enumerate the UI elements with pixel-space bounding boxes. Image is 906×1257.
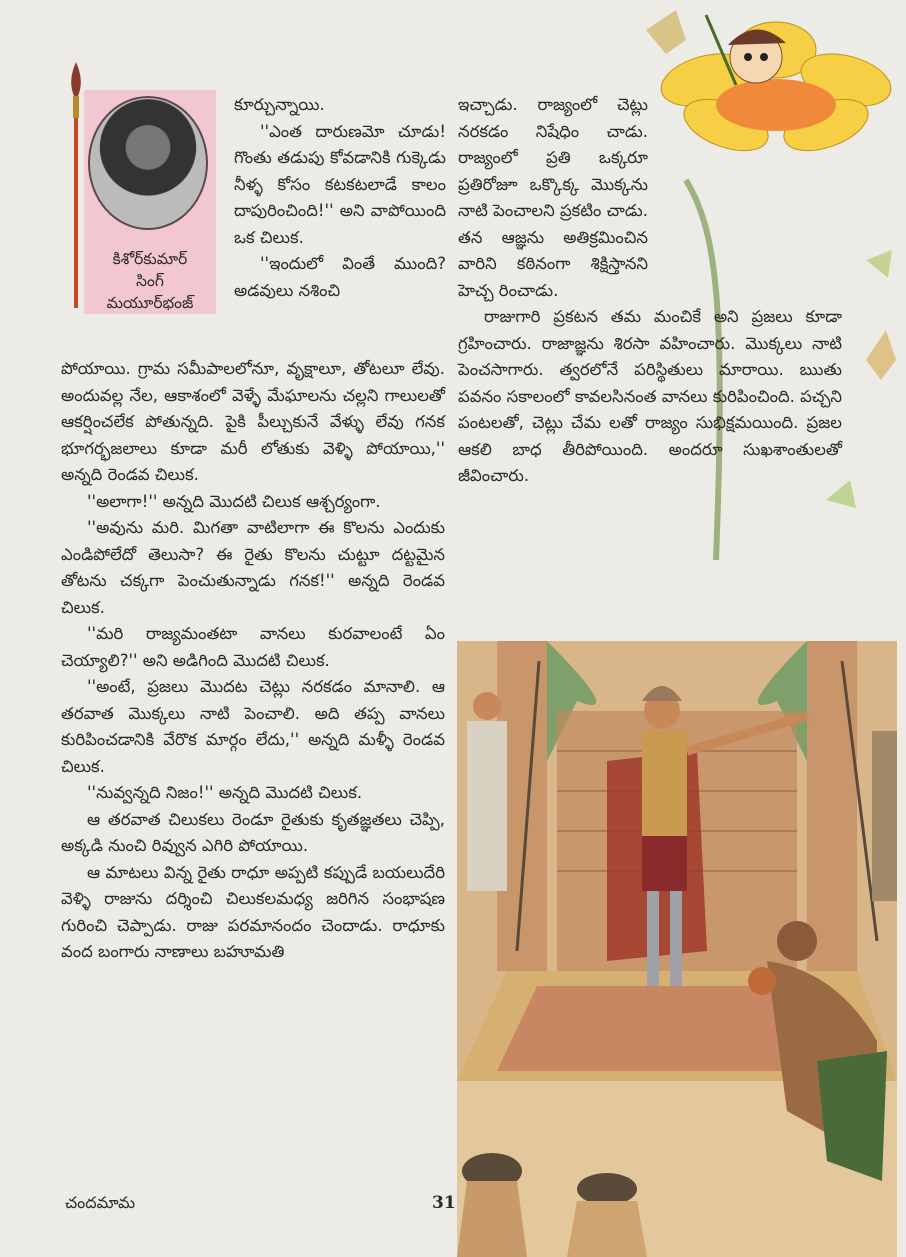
paragraph: ''అవును మరి. మిగతా వాటిలాగా ఈ కొలను ఎందుకు ఎండిపోలేదో తెలుసా? ఈ రైతు కొలను చుట్టూ దట్టమైన తోటను చక్కగా పెంచుతున్నాడు గనక!'' అన్నది రెండవ చిలుక. xyxy=(61,518,445,617)
paragraph: ''ఇందులో వింతే ముంది? అడవులు నశించి xyxy=(234,254,446,300)
paragraph: ఆ మాటలు విన్న రైతు రాధూ అప్పటి కప్పుడే బయలుదేరి వెళ్ళి రాజును దర్శించి చిలుకలమధ్య జరిగిన సంభాషణ గురించి చెప్పాడు. రాజు పరమానందం చెందాడు. రాధూకు వంద బంగారు నాణాలు బహూమతి xyxy=(61,862,445,961)
page-number: 31 xyxy=(432,1193,456,1213)
paragraph: ఆ తరవాత చిలుకలు రెండూ రైతుకు కృతజ్ఞతలు చెప్పి, అక్కడి నుంచి రివ్వున ఎగిరి పోయాయి. xyxy=(61,809,445,855)
paragraph: ''మరి రాజ్యమంతటా వానలు కురవాలంటే ఏం చెయ్యాలి?'' అని అడిగింది మొదటి చిలుక. xyxy=(61,624,445,670)
paragraph: ''ఎంత దారుణమో చూడు! గొంతు తడుపు కోవడానికి గుక్కెడు నీళ్ళ కోసం కటకటలాడే కాలం దాపురించింది!'' అని వాపోయింది ఒక చిలుక. xyxy=(234,121,446,247)
column-left xyxy=(61,356,445,966)
paragraph: కూర్చున్నాయి. xyxy=(234,95,325,114)
author-photo xyxy=(88,96,208,230)
paintbrush-icon xyxy=(66,62,86,312)
author-caption xyxy=(84,248,216,314)
paragraph: పోయాయి. గ్రామ సమీపాలలోనూ, వృక్షాలూ, తోటలూ లేవు. అందువల్ల నేల, ఆకాశంలో వెళ్ళే మేఘాలను చల్లని గాలులతో ఆకర్షించలేక పోతున్నది. పైకి పీల్చుకునే వేళ్ళు లేవు గనక భూగర్భజలాలు కూడా మరీ లోతుకు వెళ్ళి పోయాయి,'' అన్నది రెండవ చిలుక. xyxy=(61,359,445,484)
author-name-line-1: కిశోర్‌కుమార్ xyxy=(112,250,188,268)
column-right xyxy=(458,92,842,490)
author-name-line-2: సింగ్ xyxy=(136,272,164,290)
paragraph: ఇచ్చాడు. రాజ్యంలో చెట్లు నరకడం నిషేధిం చాడు. రాజ్యంలో ప్రతి ఒక్కరూ ప్రతిరోజూ ఒక్కొక్క మొక్కను నాటి పెంచాలని ప్రకటిం చాడు. తన ఆజ్ఞను అతిక్రమించిన వారిని కఠినంగా శిక్షిస్తానని హెచ్చ రించాడు. xyxy=(458,95,649,300)
king-court-illustration xyxy=(457,641,897,1257)
paragraph: ''అలాగా!'' అన్నది మొదటి చిలుక ఆశ్చర్యంగా. xyxy=(87,491,381,511)
author-box xyxy=(84,90,216,314)
author-name-line-3: మయూర్‌భంజ్ xyxy=(106,294,194,312)
paragraph: రాజుగారి ప్రకటన తమ మంచికే అని ప్రజలు కూడా గ్రహించారు. రాజాజ్ఞను శిరసా వహించారు. మొక్కలు నాటి పెంచసాగారు. త్వరలోనే పరిస్థితులు మారాయి. ఋతు పవనం సకాలంలో కావలసినంత వానలు కురిపించింది. పచ్చని పంటలతో, చెట్లు చేమ లతో రాజ్యం సుభిక్షమయింది. ప్రజల ఆకలి బాధ తీరిపోయింది. అందరూ సుఖశాంతులతో జీవించారు. xyxy=(458,307,842,485)
column-left-top xyxy=(234,92,446,304)
paragraph: ''అంటే, ప్రజలు మొదట చెట్లు నరకడం మానాలి. ఆ తరవాత మొక్కలు నాటి పెంచాలి. అది తప్ప వానలు కురిపించడానికి వేరొక మార్గం లేదు,'' అన్నది మళ్ళీ రెండవ చిలుక. xyxy=(61,677,445,776)
paragraph: ''నువ్వన్నది నిజం!'' అన్నది మొదటి చిలుక. xyxy=(87,783,363,802)
magazine-name: చందమామ xyxy=(65,1193,136,1212)
